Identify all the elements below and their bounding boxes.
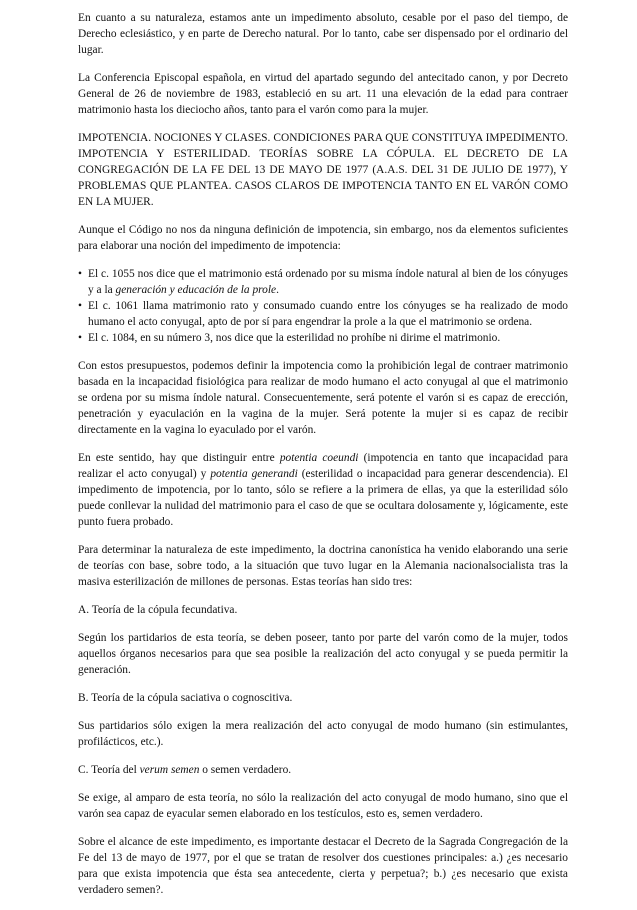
canon-bullet-list xyxy=(78,266,568,346)
list-item: • El c. 1061 llama matrimonio rato y consumado cuando entre los cónyuges se ha realizado de modo humano el acto conyugal, apto de por sí para engendrar la prole a la que el matrimonio se ordena. xyxy=(78,298,568,330)
term-potentia-coeundi: potentia coeundi xyxy=(279,452,359,464)
paragraph-definicion-intro: Aunque el Código no nos da ninguna definición de impotencia, sin embargo, nos da elementos suficientes para elaborar una noción del impedimento de impotencia: xyxy=(78,224,568,252)
paragraph-conferencia-episcopal: La Conferencia Episcopal española, en virtud del apartado segundo del antecitado canon, y por Decreto General de 26 de noviembre de 1983, estableció en su art. 11 una elevación de la edad para contraer matrimonio hasta los dieciocho años, tanto para el varón como para la mujer. xyxy=(78,72,568,116)
text-run: C. Teoría del xyxy=(78,764,140,776)
document-page xyxy=(78,10,568,910)
term-verum-semen: verum semen xyxy=(139,764,200,776)
bullet-emphasis: generación y educación de la prole xyxy=(115,284,277,296)
bullet-text: El c. 1055 nos dice que el matrimonio está ordenado por su misma índole natural al bien de los cónyuges y a la xyxy=(88,268,568,296)
text-run: o semen verdadero. xyxy=(199,764,292,776)
subheading-teoria-a: A. Teoría de la cópula fecundativa. xyxy=(78,604,238,616)
paragraph-naturaleza: En cuanto a su naturaleza, estamos ante un impedimento absoluto, cesable por el paso del tiempo, de Derecho eclesiástico, y en parte de Derecho natural. Por lo tanto, cabe ser dispensado por el ordinario del lugar. xyxy=(78,12,568,56)
text-run: (esterilidad o incapacidad para generar descendencia). El impedimento de impotencia, por lo tanto, sólo se refiere a la primera de ellas, ya que la esterilidad sólo puede conllevar la nulidad del matrimonio para el caso de que se ocultara dolosamente y, lógicamente, este punto fuera probado. xyxy=(78,468,568,528)
paragraph-potentia xyxy=(78,450,568,530)
paragraph-teoria-a: Según los partidarios de esta teoría, se deben poseer, tanto por parte del varón como de la mujer, todos aquellos órganos necesarios para que sea posible la realización del acto conyugal y se pueda permitir la generación. xyxy=(78,632,568,676)
text-run: En este sentido, hay que distinguir entre xyxy=(78,452,280,464)
section-heading-impotencia: IMPOTENCIA. NOCIONES Y CLASES. CONDICIONES PARA QUE CONSTITUYA IMPEDIMENTO. IMPOTENCIA Y ESTERILIDAD. TEORÍAS SOBRE LA CÓPULA. EL DECRETO DE LA CONGREGACIÓN DE LA FE DEL 13 DE MAYO DE 1977 (A.A.S. DEL 31 DE JULIO DE 1977), Y PROBLEMAS QUE PLANTEA. CASOS CLAROS DE IMPOTENCIA TANTO EN EL VARÓN COMO EN LA MUJER. xyxy=(78,132,568,208)
subheading-teoria-c xyxy=(78,762,568,778)
bullet-text-end: . xyxy=(276,284,279,296)
subheading-teoria-b: B. Teoría de la cópula saciativa o cognoscitiva. xyxy=(78,692,293,704)
term-potentia-generandi: potentia generandi xyxy=(210,468,298,480)
paragraph-presupuestos: Con estos presupuestos, podemos definir la impotencia como la prohibición legal de contraer matrimonio basada en la incapacidad fisiológica para realizar de modo humano el acto conyugal al que el matrimonio se ordena por su misma índole natural. Consecuentemente, será potente el varón si es capaz de erección, penetración y eyaculación en la vagina de la mujer. Será potente la mujer si es capaz de recibir directamente en la vagina lo eyaculado por el varón. xyxy=(78,360,568,436)
paragraph-teoria-c: Se exige, al amparo de esta teoría, no sólo la realización del acto conyugal de modo humano, sino que el varón sea capaz de eyacular semen elaborado en los testículos, esto es, semen verdadero. xyxy=(78,792,568,820)
paragraph-teoria-b: Sus partidarios sólo exigen la mera realización del acto conyugal de modo humano (sin estimulantes, profilácticos, etc.). xyxy=(78,720,568,748)
list-item xyxy=(78,266,568,298)
paragraph-teorias-intro: Para determinar la naturaleza de este impedimento, la doctrina canonística ha venido elaborando una serie de teorías con base, sobre todo, a la situación que tuvo lugar en la Alemania nacionalsocialista tras la masiva esterilización de millones de personas. Estas teorías han sido tres: xyxy=(78,544,568,588)
list-item: • El c. 1084, en su número 3, nos dice que la esterilidad no prohíbe ni dirime el matrimonio. xyxy=(78,330,568,346)
paragraph-decreto: Sobre el alcance de este impedimento, es importante destacar el Decreto de la Sagrada Congregación de la Fe del 13 de mayo de 1977, por el que se tratan de resolver dos cuestiones principales: a.) ¿es necesario para que exista impotencia que ésta sea antecedente, cierta y perpetua?; b.) ¿es necesario que exista verdadero semen?. xyxy=(78,836,568,896)
text-run: (impotencia en tanto que incapacidad para realizar el acto conyugal) y xyxy=(78,452,568,480)
